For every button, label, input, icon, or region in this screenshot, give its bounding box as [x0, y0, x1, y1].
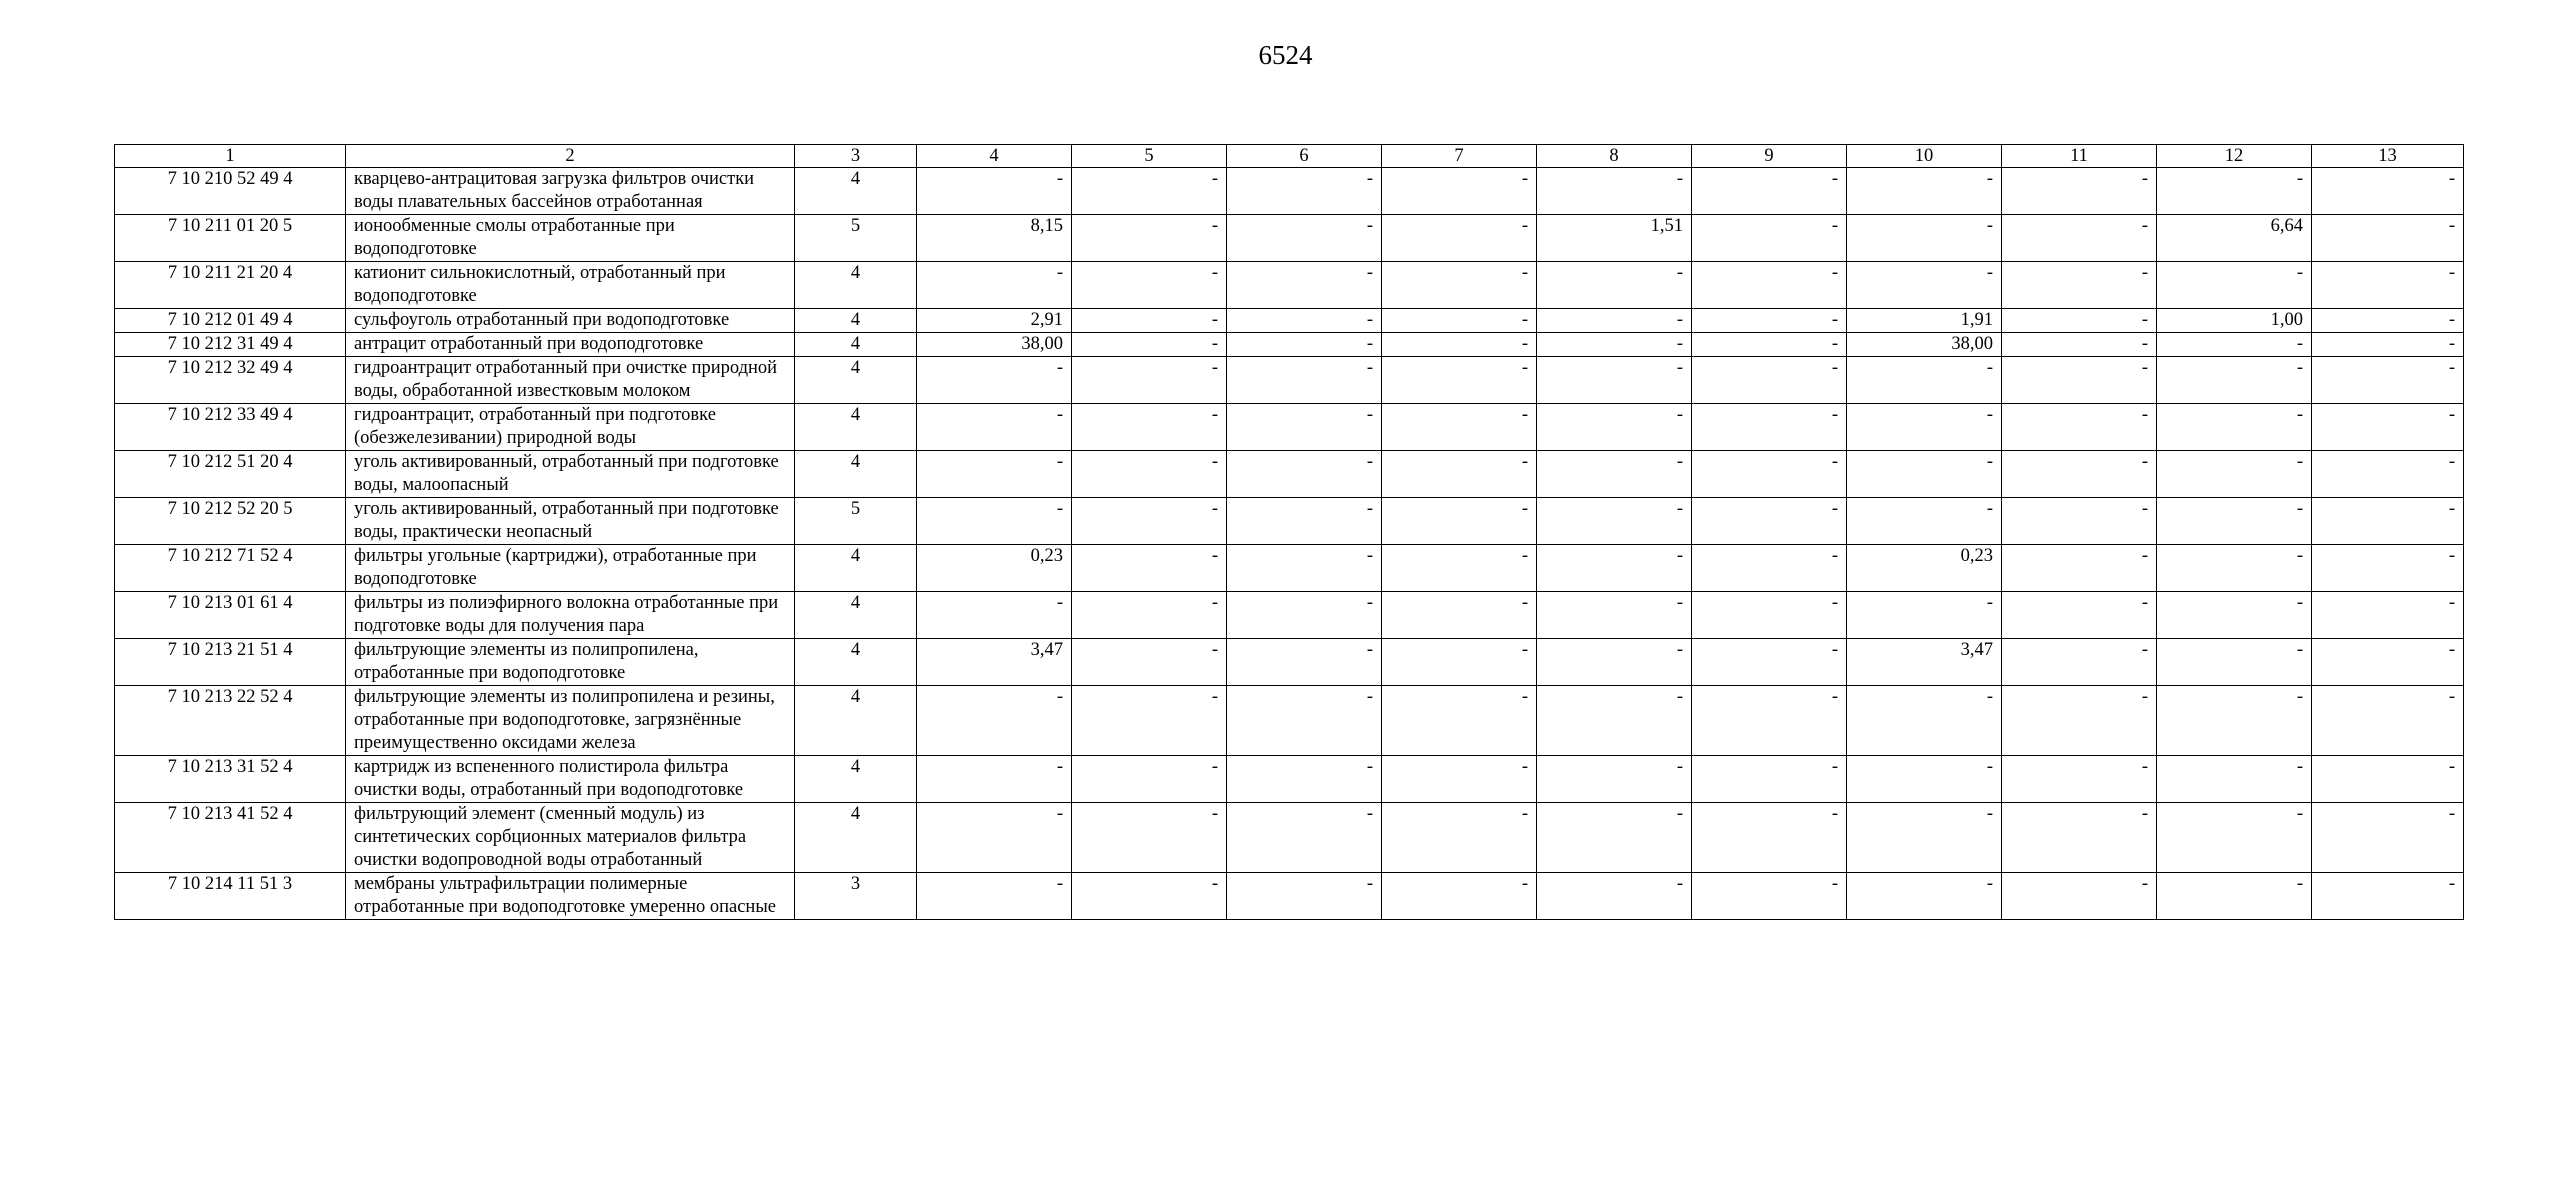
- value-cell-col-8: -: [1537, 357, 1692, 404]
- table-row: [115, 451, 2464, 498]
- value-cell-col-9: -: [1692, 756, 1847, 803]
- value-cell-col-10: 3,47: [1847, 639, 2002, 686]
- value-cell-col-11: -: [2002, 309, 2157, 333]
- value-cell-col-9: -: [1692, 686, 1847, 756]
- waste-name-cell: уголь активированный, отработанный при подготовке воды, малоопасный: [346, 451, 795, 498]
- column-header-11: 11: [2002, 145, 2157, 168]
- value-cell-col-8: -: [1537, 639, 1692, 686]
- value-cell-col-5: -: [1072, 592, 1227, 639]
- value-cell-col-5: -: [1072, 803, 1227, 873]
- waste-name-cell: фильтрующие элементы из полипропилена и резины, отработанные при водоподготовке, загрязнённые преимущественно оксидами железа: [346, 686, 795, 756]
- column-header-12: 12: [2157, 145, 2312, 168]
- value-cell-col-8: -: [1537, 756, 1692, 803]
- value-cell-col-9: -: [1692, 592, 1847, 639]
- waste-name-cell: фильтрующий элемент (сменный модуль) из синтетических сорбционных материалов фильтра очистки водопроводной воды отработанный: [346, 803, 795, 873]
- value-cell-col-5: -: [1072, 545, 1227, 592]
- waste-name-cell: ионообменные смолы отработанные при водоподготовке: [346, 215, 795, 262]
- hazard-class-cell: 5: [795, 215, 917, 262]
- value-cell-col-13: -: [2312, 168, 2464, 215]
- value-cell-col-5: -: [1072, 168, 1227, 215]
- table-row: [115, 592, 2464, 639]
- table-row: [115, 262, 2464, 309]
- value-cell-col-7: -: [1382, 357, 1537, 404]
- table-row: [115, 168, 2464, 215]
- value-cell-col-11: -: [2002, 592, 2157, 639]
- table-row: [115, 803, 2464, 873]
- value-cell-col-9: -: [1692, 168, 1847, 215]
- value-cell-col-7: -: [1382, 592, 1537, 639]
- value-cell-col-6: -: [1227, 168, 1382, 215]
- waste-code-cell: 7 10 210 52 49 4: [115, 168, 346, 215]
- value-cell-col-8: 1,51: [1537, 215, 1692, 262]
- value-cell-col-13: -: [2312, 309, 2464, 333]
- value-cell-col-6: -: [1227, 873, 1382, 920]
- value-cell-col-5: -: [1072, 357, 1227, 404]
- column-header-1: 1: [115, 145, 346, 168]
- column-header-13: 13: [2312, 145, 2464, 168]
- column-header-10: 10: [1847, 145, 2002, 168]
- table-row: [115, 498, 2464, 545]
- value-cell-col-8: -: [1537, 686, 1692, 756]
- page-number: 6524: [1258, 40, 1313, 70]
- value-cell-col-7: -: [1382, 262, 1537, 309]
- value-cell-col-10: -: [1847, 592, 2002, 639]
- value-cell-col-8: -: [1537, 592, 1692, 639]
- hazard-class-cell: 4: [795, 309, 917, 333]
- value-cell-col-9: -: [1692, 262, 1847, 309]
- value-cell-col-6: -: [1227, 215, 1382, 262]
- waste-code-cell: 7 10 213 21 51 4: [115, 639, 346, 686]
- waste-code-cell: 7 10 212 33 49 4: [115, 404, 346, 451]
- value-cell-col-7: -: [1382, 639, 1537, 686]
- waste-name-cell: фильтры из полиэфирного волокна отработанные при подготовке воды для получения пара: [346, 592, 795, 639]
- value-cell-col-12: -: [2157, 262, 2312, 309]
- value-cell-col-13: -: [2312, 262, 2464, 309]
- value-cell-col-11: -: [2002, 215, 2157, 262]
- waste-name-cell: катионит сильнокислотный, отработанный при водоподготовке: [346, 262, 795, 309]
- table-row: [115, 404, 2464, 451]
- value-cell-col-10: -: [1847, 357, 2002, 404]
- value-cell-col-10: -: [1847, 404, 2002, 451]
- column-header-3: 3: [795, 145, 917, 168]
- value-cell-col-9: -: [1692, 309, 1847, 333]
- table-body: [115, 168, 2464, 920]
- hazard-class-cell: 4: [795, 639, 917, 686]
- value-cell-col-4: 38,00: [917, 333, 1072, 357]
- value-cell-col-7: -: [1382, 803, 1537, 873]
- value-cell-col-11: -: [2002, 168, 2157, 215]
- hazard-class-cell: 3: [795, 873, 917, 920]
- value-cell-col-11: -: [2002, 545, 2157, 592]
- waste-code-cell: 7 10 214 11 51 3: [115, 873, 346, 920]
- value-cell-col-13: -: [2312, 592, 2464, 639]
- value-cell-col-5: -: [1072, 639, 1227, 686]
- waste-code-cell: 7 10 213 31 52 4: [115, 756, 346, 803]
- value-cell-col-10: -: [1847, 168, 2002, 215]
- table-row: [115, 686, 2464, 756]
- value-cell-col-5: -: [1072, 333, 1227, 357]
- waste-table: [114, 144, 2464, 920]
- value-cell-col-12: -: [2157, 803, 2312, 873]
- value-cell-col-11: -: [2002, 333, 2157, 357]
- value-cell-col-9: -: [1692, 357, 1847, 404]
- value-cell-col-9: -: [1692, 333, 1847, 357]
- value-cell-col-6: -: [1227, 639, 1382, 686]
- header-row: [115, 145, 2464, 168]
- hazard-class-cell: 4: [795, 357, 917, 404]
- value-cell-col-10: -: [1847, 686, 2002, 756]
- value-cell-col-13: -: [2312, 333, 2464, 357]
- value-cell-col-6: -: [1227, 309, 1382, 333]
- waste-code-cell: 7 10 213 41 52 4: [115, 803, 346, 873]
- hazard-class-cell: 4: [795, 262, 917, 309]
- column-header-8: 8: [1537, 145, 1692, 168]
- value-cell-col-11: -: [2002, 451, 2157, 498]
- value-cell-col-10: 0,23: [1847, 545, 2002, 592]
- value-cell-col-4: 3,47: [917, 639, 1072, 686]
- value-cell-col-12: -: [2157, 592, 2312, 639]
- value-cell-col-5: -: [1072, 404, 1227, 451]
- value-cell-col-9: -: [1692, 803, 1847, 873]
- value-cell-col-13: -: [2312, 686, 2464, 756]
- value-cell-col-5: -: [1072, 451, 1227, 498]
- value-cell-col-12: -: [2157, 756, 2312, 803]
- table-row: [115, 873, 2464, 920]
- value-cell-col-7: -: [1382, 309, 1537, 333]
- waste-name-cell: уголь активированный, отработанный при подготовке воды, практически неопасный: [346, 498, 795, 545]
- value-cell-col-13: -: [2312, 357, 2464, 404]
- value-cell-col-10: -: [1847, 803, 2002, 873]
- value-cell-col-5: -: [1072, 756, 1227, 803]
- value-cell-col-12: -: [2157, 333, 2312, 357]
- table-row: [115, 639, 2464, 686]
- value-cell-col-5: -: [1072, 498, 1227, 545]
- hazard-class-cell: 5: [795, 498, 917, 545]
- value-cell-col-4: -: [917, 592, 1072, 639]
- value-cell-col-13: -: [2312, 451, 2464, 498]
- table-row: [115, 756, 2464, 803]
- value-cell-col-5: -: [1072, 686, 1227, 756]
- value-cell-col-10: -: [1847, 873, 2002, 920]
- value-cell-col-12: -: [2157, 404, 2312, 451]
- table-row: [115, 357, 2464, 404]
- value-cell-col-12: -: [2157, 451, 2312, 498]
- value-cell-col-7: -: [1382, 545, 1537, 592]
- waste-name-cell: мембраны ультрафильтрации полимерные отработанные при водоподготовке умеренно опасные: [346, 873, 795, 920]
- value-cell-col-8: -: [1537, 873, 1692, 920]
- hazard-class-cell: 4: [795, 333, 917, 357]
- value-cell-col-11: -: [2002, 873, 2157, 920]
- value-cell-col-5: -: [1072, 262, 1227, 309]
- waste-name-cell: картридж из вспененного полистирола фильтра очистки воды, отработанный при водоподготовке: [346, 756, 795, 803]
- value-cell-col-13: -: [2312, 803, 2464, 873]
- value-cell-col-4: -: [917, 873, 1072, 920]
- value-cell-col-6: -: [1227, 686, 1382, 756]
- value-cell-col-7: -: [1382, 873, 1537, 920]
- waste-code-cell: 7 10 211 01 20 5: [115, 215, 346, 262]
- value-cell-col-11: -: [2002, 404, 2157, 451]
- value-cell-col-11: -: [2002, 357, 2157, 404]
- hazard-class-cell: 4: [795, 803, 917, 873]
- value-cell-col-6: -: [1227, 803, 1382, 873]
- value-cell-col-8: -: [1537, 168, 1692, 215]
- column-header-9: 9: [1692, 145, 1847, 168]
- hazard-class-cell: 4: [795, 404, 917, 451]
- value-cell-col-11: -: [2002, 756, 2157, 803]
- waste-name-cell: фильтрующие элементы из полипропилена, отработанные при водоподготовке: [346, 639, 795, 686]
- value-cell-col-11: -: [2002, 803, 2157, 873]
- waste-name-cell: гидроантрацит отработанный при очистке природной воды, обработанной известковым молоком: [346, 357, 795, 404]
- value-cell-col-4: 0,23: [917, 545, 1072, 592]
- value-cell-col-12: -: [2157, 545, 2312, 592]
- value-cell-col-5: -: [1072, 309, 1227, 333]
- value-cell-col-12: -: [2157, 686, 2312, 756]
- value-cell-col-4: -: [917, 498, 1072, 545]
- waste-name-cell: гидроантрацит, отработанный при подготовке (обезжелезивании) природной воды: [346, 404, 795, 451]
- value-cell-col-7: -: [1382, 333, 1537, 357]
- value-cell-col-8: -: [1537, 545, 1692, 592]
- hazard-class-cell: 4: [795, 686, 917, 756]
- value-cell-col-10: -: [1847, 451, 2002, 498]
- value-cell-col-6: -: [1227, 451, 1382, 498]
- value-cell-col-11: -: [2002, 639, 2157, 686]
- column-header-7: 7: [1382, 145, 1537, 168]
- value-cell-col-4: 8,15: [917, 215, 1072, 262]
- column-header-2: 2: [346, 145, 795, 168]
- value-cell-col-4: -: [917, 451, 1072, 498]
- value-cell-col-9: -: [1692, 451, 1847, 498]
- hazard-class-cell: 4: [795, 756, 917, 803]
- value-cell-col-4: -: [917, 357, 1072, 404]
- table-row: [115, 333, 2464, 357]
- value-cell-col-4: -: [917, 404, 1072, 451]
- table-header: [115, 145, 2464, 168]
- value-cell-col-11: -: [2002, 498, 2157, 545]
- waste-code-cell: 7 10 212 52 20 5: [115, 498, 346, 545]
- value-cell-col-6: -: [1227, 262, 1382, 309]
- value-cell-col-12: 1,00: [2157, 309, 2312, 333]
- value-cell-col-10: 1,91: [1847, 309, 2002, 333]
- waste-code-cell: 7 10 212 01 49 4: [115, 309, 346, 333]
- value-cell-col-9: -: [1692, 873, 1847, 920]
- value-cell-col-11: -: [2002, 262, 2157, 309]
- value-cell-col-4: -: [917, 686, 1072, 756]
- waste-code-cell: 7 10 212 32 49 4: [115, 357, 346, 404]
- value-cell-col-9: -: [1692, 215, 1847, 262]
- value-cell-col-12: -: [2157, 498, 2312, 545]
- value-cell-col-9: -: [1692, 639, 1847, 686]
- column-header-4: 4: [917, 145, 1072, 168]
- value-cell-col-8: -: [1537, 498, 1692, 545]
- hazard-class-cell: 4: [795, 545, 917, 592]
- value-cell-col-8: -: [1537, 262, 1692, 309]
- value-cell-col-8: -: [1537, 309, 1692, 333]
- value-cell-col-13: -: [2312, 873, 2464, 920]
- value-cell-col-13: -: [2312, 756, 2464, 803]
- value-cell-col-9: -: [1692, 404, 1847, 451]
- value-cell-col-11: -: [2002, 686, 2157, 756]
- value-cell-col-10: -: [1847, 756, 2002, 803]
- value-cell-col-4: -: [917, 803, 1072, 873]
- value-cell-col-4: 2,91: [917, 309, 1072, 333]
- value-cell-col-6: -: [1227, 357, 1382, 404]
- value-cell-col-6: -: [1227, 592, 1382, 639]
- value-cell-col-6: -: [1227, 545, 1382, 592]
- waste-name-cell: кварцево-антрацитовая загрузка фильтров очистки воды плавательных бассейнов отработанная: [346, 168, 795, 215]
- value-cell-col-13: -: [2312, 215, 2464, 262]
- value-cell-col-6: -: [1227, 333, 1382, 357]
- waste-code-cell: 7 10 212 31 49 4: [115, 333, 346, 357]
- table-row: [115, 309, 2464, 333]
- value-cell-col-7: -: [1382, 686, 1537, 756]
- waste-code-cell: 7 10 213 22 52 4: [115, 686, 346, 756]
- value-cell-col-7: -: [1382, 168, 1537, 215]
- waste-code-cell: 7 10 212 71 52 4: [115, 545, 346, 592]
- value-cell-col-6: -: [1227, 498, 1382, 545]
- value-cell-col-13: -: [2312, 545, 2464, 592]
- value-cell-col-13: -: [2312, 498, 2464, 545]
- hazard-class-cell: 4: [795, 451, 917, 498]
- value-cell-col-5: -: [1072, 215, 1227, 262]
- value-cell-col-10: 38,00: [1847, 333, 2002, 357]
- column-header-6: 6: [1227, 145, 1382, 168]
- waste-code-cell: 7 10 211 21 20 4: [115, 262, 346, 309]
- waste-name-cell: антрацит отработанный при водоподготовке: [346, 333, 795, 357]
- value-cell-col-6: -: [1227, 404, 1382, 451]
- value-cell-col-9: -: [1692, 545, 1847, 592]
- value-cell-col-12: -: [2157, 357, 2312, 404]
- value-cell-col-9: -: [1692, 498, 1847, 545]
- column-header-5: 5: [1072, 145, 1227, 168]
- value-cell-col-8: -: [1537, 803, 1692, 873]
- value-cell-col-4: -: [917, 168, 1072, 215]
- value-cell-col-8: -: [1537, 404, 1692, 451]
- value-cell-col-12: -: [2157, 639, 2312, 686]
- waste-code-cell: 7 10 213 01 61 4: [115, 592, 346, 639]
- value-cell-col-10: -: [1847, 262, 2002, 309]
- value-cell-col-6: -: [1227, 756, 1382, 803]
- waste-code-cell: 7 10 212 51 20 4: [115, 451, 346, 498]
- value-cell-col-13: -: [2312, 639, 2464, 686]
- hazard-class-cell: 4: [795, 168, 917, 215]
- value-cell-col-4: -: [917, 756, 1072, 803]
- value-cell-col-7: -: [1382, 756, 1537, 803]
- value-cell-col-12: -: [2157, 873, 2312, 920]
- table-row: [115, 545, 2464, 592]
- value-cell-col-7: -: [1382, 451, 1537, 498]
- value-cell-col-8: -: [1537, 451, 1692, 498]
- value-cell-col-10: -: [1847, 498, 2002, 545]
- value-cell-col-7: -: [1382, 404, 1537, 451]
- waste-name-cell: сульфоуголь отработанный при водоподготовке: [346, 309, 795, 333]
- value-cell-col-12: -: [2157, 168, 2312, 215]
- table-row: [115, 215, 2464, 262]
- value-cell-col-13: -: [2312, 404, 2464, 451]
- value-cell-col-10: -: [1847, 215, 2002, 262]
- value-cell-col-8: -: [1537, 333, 1692, 357]
- value-cell-col-12: 6,64: [2157, 215, 2312, 262]
- value-cell-col-4: -: [917, 262, 1072, 309]
- value-cell-col-5: -: [1072, 873, 1227, 920]
- hazard-class-cell: 4: [795, 592, 917, 639]
- value-cell-col-7: -: [1382, 215, 1537, 262]
- waste-name-cell: фильтры угольные (картриджи), отработанные при водоподготовке: [346, 545, 795, 592]
- value-cell-col-7: -: [1382, 498, 1537, 545]
